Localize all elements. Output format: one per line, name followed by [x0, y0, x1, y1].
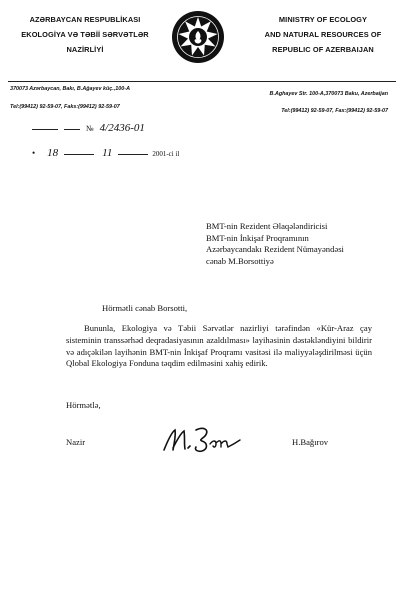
letter-body: Bununla, Ekologiya və Təbii Sərvətlər nazirliyi tərəfindən «Kür-Araz çay sisteminin transsərhəd deqradasiyasının azaldılması» layihəsinin dəstəkləndiyini bildirir və adıçəkilən layihənin BMT-nin İnkişaf Proqramı vasitəsi ilə maliyyələşdirilməsi üçün Qlobal Ekologiya Fonduna təqdim edilməsini xahiş edirik. [66, 323, 372, 369]
recipient-block [206, 221, 344, 267]
signer-title: Nazir [66, 437, 86, 447]
letterhead-left-line-1: AZƏRBAYCAN RESPUBLİKASI [29, 15, 141, 24]
address-left-line-1: 370073 Azərbaycan, Bakı, B.Ağayev küç.,100-A [10, 86, 130, 92]
date-bullet: • [32, 148, 36, 158]
reference-dash-2 [64, 129, 80, 130]
date-dash [64, 154, 94, 155]
reference-date-line [32, 147, 179, 159]
date-year: 2001-ci il [152, 150, 180, 158]
recipient-line-4: cənab M.Borsottiyə [206, 255, 274, 266]
reference-number-value: 4/2436-01 [99, 122, 145, 134]
handwritten-signature [158, 422, 248, 456]
date-dash-2 [118, 154, 148, 155]
reference-dash-1 [32, 129, 58, 130]
letterhead-right [248, 12, 398, 57]
signer-name: H.Bağırov [292, 437, 329, 447]
recipient-line-3: Azərbaycandakı Rezident Nümayəndəsi [206, 244, 344, 255]
closing: Hörmətlə, [66, 400, 101, 410]
azerbaijan-state-emblem-icon [171, 10, 225, 64]
letterhead-right-line-2: AND NATURAL RESOURCES OF [264, 30, 382, 39]
reference-number-line [32, 122, 145, 134]
date-day: 18 [47, 147, 59, 159]
letterhead-left-line-2: EKOLOGİYA VƏ TƏBİİ SƏRVƏTLƏR [21, 30, 149, 39]
reference-number-label: № [86, 124, 94, 133]
letterhead-left [10, 12, 160, 57]
recipient-line-2: BMT-nin İnkişaf Proqramının [206, 232, 309, 243]
letterhead-right-line-1: MINISTRY OF ECOLOGY [278, 15, 368, 24]
address-left-line-2: Tel:(99412) 92-59-07, Faks:(99412) 92-59-07 [10, 104, 120, 110]
recipient-line-1: BMT-nin Rezident Əlaqələndiricisi [206, 221, 328, 231]
letterhead-left-line-3: NAZİRLİYİ [66, 45, 104, 54]
address-right-line-2: Tel:(99412) 92-59-07, Fax:(99412) 92-59-07 [281, 108, 388, 114]
salutation: Hörmətli cənab Borsotti, [102, 303, 188, 313]
address-right-line-1: B.Aghayev Str. 100-A,370073 Baku, Azerbaijan [269, 91, 388, 97]
letterhead-right-line-3: REPUBLIC OF AZERBAIJAN [272, 45, 374, 54]
header-divider [8, 81, 396, 82]
date-month: 11 [102, 147, 113, 159]
